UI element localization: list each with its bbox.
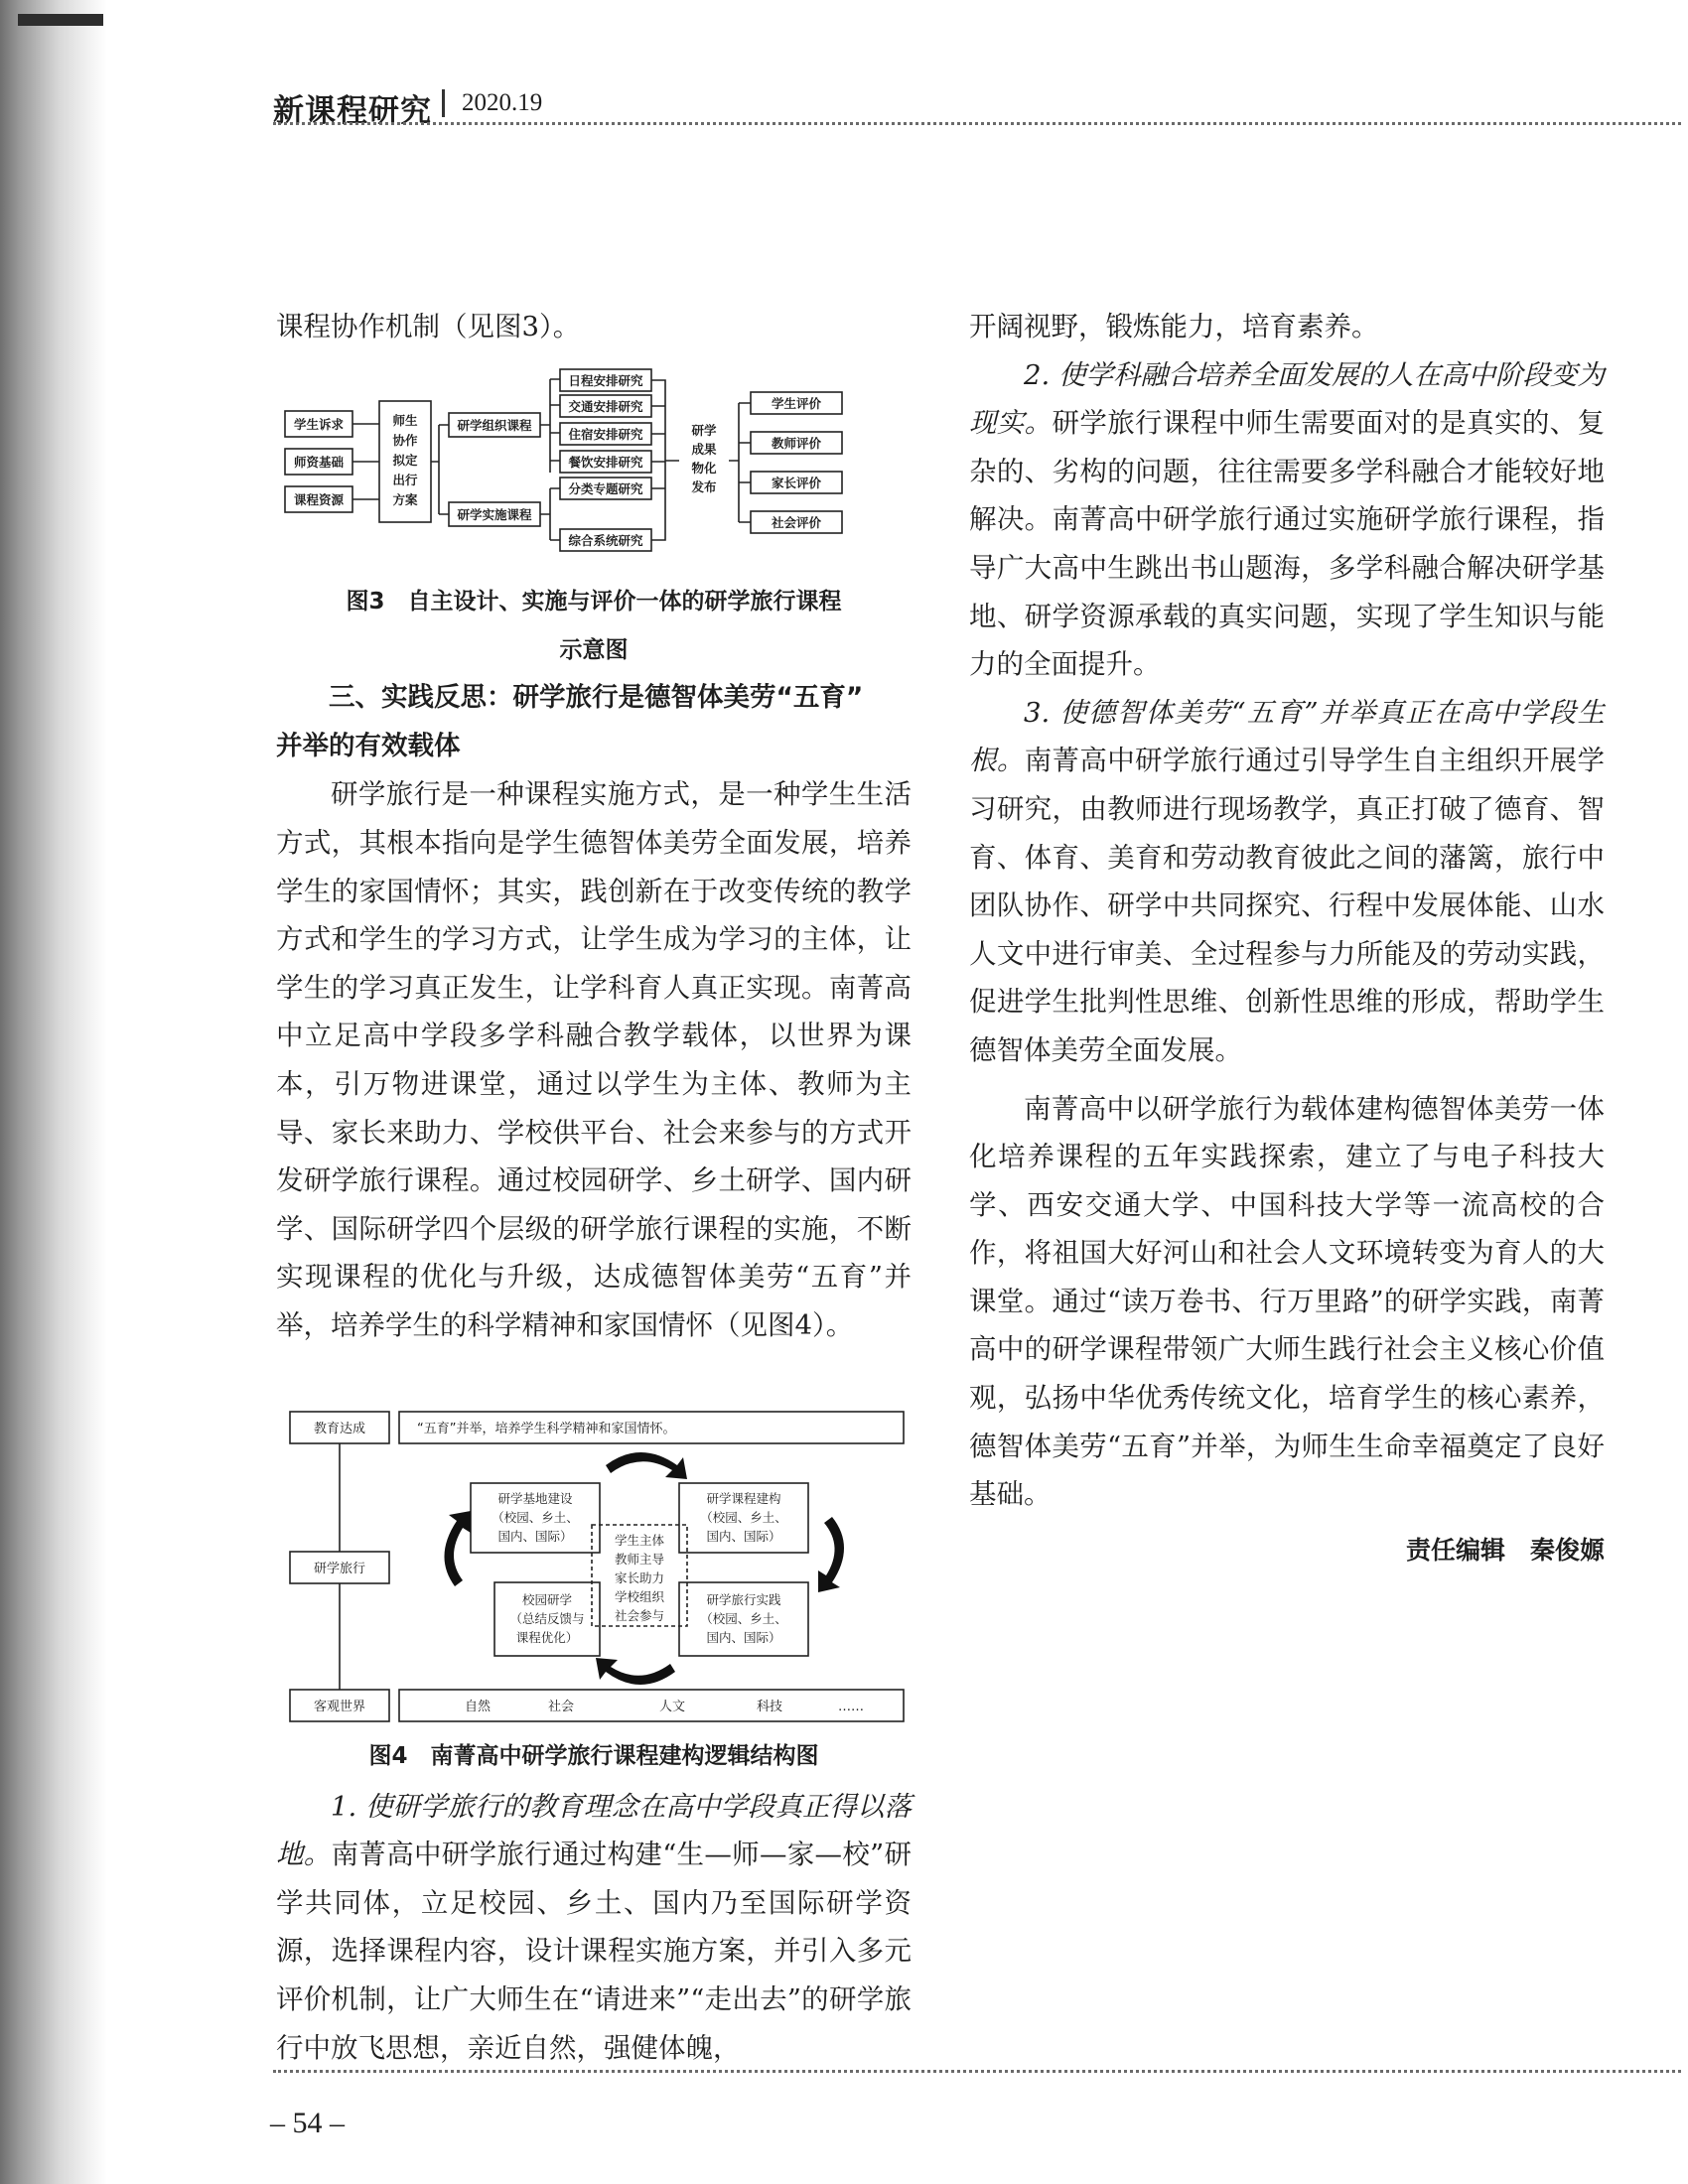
fig3-impl-item-2: 综合系统研究 (568, 533, 643, 548)
fig3-outcome-1: 研学 (691, 423, 717, 438)
intro-line: 课程协作机制（见图3）。 (276, 311, 581, 342)
fig4-box-campus-2: （总结反馈与 (509, 1611, 585, 1626)
fig4-bottom-item-1: 自然 (465, 1700, 492, 1714)
fig3-impl-course: 研学实施课程 (457, 507, 532, 522)
fig4-caption: 图4 南菁高中研学旅行课程建构逻辑结构图 (368, 1743, 819, 1769)
paragraph-conclusion: 南菁高中以研学旅行为载体建构德智体美劳一体化培养课程的五年实践探索，建立了与电子科技大学、西安交通大学、中国科技大学等一流高校的合作，将祖国大好河山和社会人文环境转变为育人的大课堂。通过“读万卷书、行万里路”的研学实践，南菁高中的研学课程带领广大师生践行社会主义核心价值观，弘扬中华优秀传统文化，培育学生的核心素养，德智体美劳“五育”并举，为师生生命幸福奠定了良好基础。 (969, 1092, 1605, 1511)
figure-4-diagram (288, 1408, 910, 1723)
fig4-box-campus-3: 课程优化） (515, 1630, 579, 1645)
fig4-box-course-3: 国内、国际） (706, 1529, 781, 1544)
fig3-outcome-4: 发布 (691, 479, 717, 494)
fig3-eval-4: 社会评价 (771, 515, 822, 530)
continued-line: 开阔视野，锻炼能力，培育素养。 (969, 311, 1379, 342)
left-column-middle (276, 578, 912, 1350)
fig3-plan-3: 拟定 (392, 453, 418, 468)
left-column-bottom (276, 1732, 912, 2072)
fig4-center-1: 学生主体 (614, 1533, 665, 1548)
fig3-input-1: 学生诉求 (293, 417, 345, 432)
fig4-center-5: 社会参与 (614, 1608, 665, 1623)
figure-4 (288, 1408, 910, 1723)
fig4-box-base-2: （校园、乡土、 (492, 1510, 579, 1525)
section-title-line1: 三、实践反思：研学旅行是德智体美劳“五育” (329, 682, 864, 714)
page-number: – 54 – (270, 2107, 345, 2139)
fig4-box-base-3: 国内、国际） (497, 1529, 573, 1544)
fig4-box-practice-1: 研学旅行实践 (706, 1592, 781, 1607)
fig4-box-practice-3: 国内、国际） (706, 1630, 781, 1645)
fig4-bottom-item-2: 社会 (548, 1700, 575, 1714)
fig3-impl-item-1: 分类专题研究 (568, 481, 643, 496)
fig3-caption-line2: 示意图 (559, 636, 629, 663)
point-1-body: 南菁高中研学旅行通过构建“生—师—家—校”研学共同体，立足校园、乡土、国内乃至国际研学资源，选择课程内容，设计课程实施方案，并引入多元评价机制，让广大师生在“请进来”“走出去”的研学旅行中放飞思想，亲近自然，强健体魄， (276, 1839, 913, 2064)
fig4-bottom-item-5: …… (838, 1700, 864, 1714)
fig4-box-course-2: （校园、乡土、 (700, 1510, 787, 1525)
point-3-body: 南菁高中研学旅行通过引导学生自主组织开展学习研究，由教师进行现场教学，真正打破了德育、智育、体育、美育和劳动教育彼此之间的藩篱，旅行中团队协作、研学中共同探究、行程中发展体能、山水人文中进行审美、全过程参与力所能及的劳动实践，促进学生批判性思维、创新性思维的形成，帮助学生德智体美劳全面发展。 (969, 745, 1606, 1066)
fig3-org-course: 研学组织课程 (457, 418, 532, 433)
fig3-plan-5: 方案 (392, 492, 418, 507)
figure-3 (280, 365, 908, 579)
section-title-line2: 并举的有效载体 (276, 730, 461, 761)
fig3-org-item-3: 住宿安排研究 (568, 427, 643, 442)
running-header (273, 85, 1683, 135)
fig3-input-2: 师资基础 (293, 455, 345, 470)
fig4-cycle-arrows (444, 1452, 844, 1685)
fig4-center-4: 学校组织 (614, 1589, 665, 1604)
fig3-plan-1: 师生 (392, 413, 418, 428)
fig3-outcome-2: 成果 (691, 442, 717, 457)
fig3-org-item-1: 日程安排研究 (568, 373, 643, 388)
fig3-eval-2: 教师评价 (771, 436, 822, 451)
footer-rule (273, 2070, 1681, 2073)
fig4-center-3: 家长助力 (614, 1570, 665, 1585)
fig4-box-campus-1: 校园研学 (521, 1592, 573, 1607)
fig3-eval-1: 学生评价 (771, 396, 822, 411)
header-rule (273, 122, 1681, 125)
fig4-bottom-item-3: 人文 (659, 1700, 686, 1714)
fig4-box-course-1: 研学课程建构 (706, 1491, 781, 1506)
fig3-outcome-3: 物化 (691, 461, 717, 476)
fig4-bottom-item-4: 科技 (757, 1700, 783, 1714)
point-3-lead: 3. 使德智体美劳“五育”并举真正在高中学段生根。 (969, 696, 1605, 777)
left-column-top (276, 303, 912, 351)
fig3-input-3: 课程资源 (293, 492, 345, 507)
right-column (969, 303, 1605, 1574)
point-2-lead: 2. 使学科融合培养全面发展的人在高中阶段变为现实。 (969, 358, 1605, 440)
fig3-plan-2: 协作 (392, 433, 418, 448)
fig3-eval-3: 家长评价 (771, 476, 822, 490)
paragraph-practice-reflection: 研学旅行是一种课程实施方式，是一种学生生活方式，其根本指向是学生德智体美劳全面发展，培养学生的家国情怀；其实，践创新在于改变传统的教学方式和学生的学习方式，让学生成为学习的主体，让学生的学习真正发生，让学科育人真正实现。南菁高中立足高中学段多学科融合教学载体，以世界为课本，引万物进课堂，通过以学生为主体、教师为主导、家长来助力、学校供平台、社会来参与的方式开发研学旅行课程。通过校园研学、乡土研学、国内研学、国际研学四个层级的研学旅行课程的实施，不断实现课程的优化与升级，达成德智体美劳“五育”并举，培养学生的科学精神和家国情怀（见图4）。 (276, 778, 912, 1341)
fig4-box-base-1: 研学基地建设 (497, 1491, 573, 1506)
fig3-org-item-4: 餐饮安排研究 (568, 455, 643, 470)
fig4-mid-left: 研学旅行 (313, 1562, 366, 1576)
journal-issue: 2020.19 (462, 89, 543, 116)
point-1-lead: 1. 使研学旅行的教育理念在高中学段真正得以落地。 (276, 1790, 912, 1871)
header-separator (442, 89, 445, 117)
fig4-bottom-left: 客观世界 (313, 1700, 366, 1714)
fig3-org-item-2: 交通安排研究 (568, 399, 643, 414)
responsible-editor: 责任编辑 秦俊嫄 (1405, 1535, 1605, 1565)
fig4-top-left: 教育达成 (313, 1422, 366, 1436)
fig3-plan-4: 出行 (392, 473, 418, 487)
fig4-top-right: “五育”并举，培养学生科学精神和家国情怀。 (417, 1422, 676, 1436)
figure-3-diagram (280, 365, 908, 579)
fig4-center-2: 教师主导 (614, 1552, 665, 1567)
point-2-body: 研学旅行课程中师生需要面对的是真实的、复杂的、劣构的问题，往往需要多学科融合才能较好地解决。南菁高中研学旅行通过实施研学旅行课程，指导广大高中生跳出书山题海，多学科融合解决研学基地、研学资源承载的真实问题，实现了学生知识与能力的全面提升。 (969, 407, 1606, 681)
fig3-caption-line1: 图3 自主设计、实施与评价一体的研学旅行课程 (346, 589, 842, 614)
journal-title: 新课程研究 (273, 93, 432, 129)
fig4-box-practice-2: （校园、乡土、 (700, 1611, 787, 1626)
